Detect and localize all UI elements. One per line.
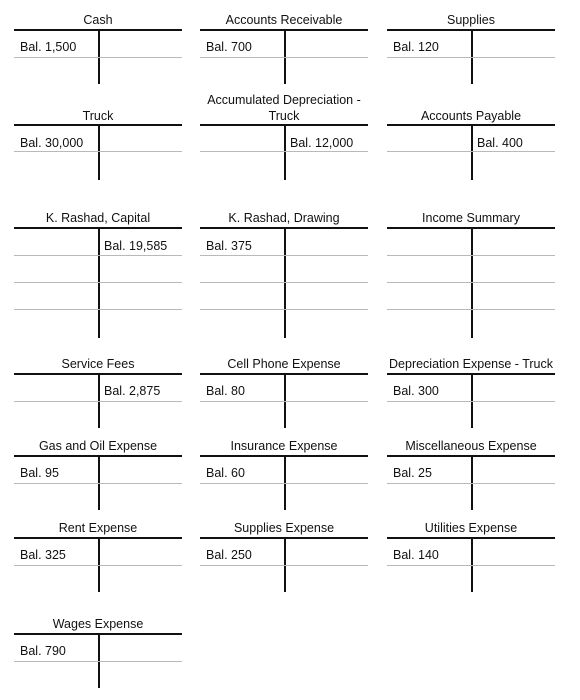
t-account-cash: [14, 12, 182, 84]
account-title: Insurance Expense: [230, 439, 338, 453]
t-account-income-summary: [387, 210, 555, 338]
account-title: K. Rashad, Drawing: [228, 211, 340, 225]
debit-entry: Bal. 300: [393, 384, 439, 398]
credit-entry: Bal. 12,000: [290, 136, 354, 150]
account-row-rule: [200, 483, 368, 484]
account-row-rule: [387, 282, 555, 283]
t-account-truck: [14, 92, 182, 180]
account-row-rule: [14, 57, 182, 58]
t-account-rent-expense: [14, 520, 182, 592]
debit-entry: Bal. 790: [20, 644, 66, 658]
account-row-rule: [200, 151, 368, 152]
account-row-rule: [200, 309, 368, 310]
debit-entry: Bal. 120: [393, 40, 439, 54]
account-title: K. Rashad, Capital: [45, 211, 151, 225]
account-center-rule: [284, 228, 286, 338]
debit-entry: Bal. 140: [393, 548, 439, 562]
account-title: Supplies Expense: [233, 521, 335, 535]
t-account-insurance-expense: [200, 438, 368, 510]
debit-entry: Bal. 700: [206, 40, 252, 54]
account-title: Depreciation Expense - Truck: [389, 357, 553, 371]
t-account-supplies: [387, 12, 555, 84]
account-center-rule: [284, 125, 286, 180]
debit-entry: Bal. 325: [20, 548, 66, 562]
account-center-rule: [471, 125, 473, 180]
account-row-rule: [14, 255, 182, 256]
account-row-rule: [387, 309, 555, 310]
account-title: Cell Phone Expense: [227, 357, 341, 371]
account-title: Gas and Oil Expense: [38, 439, 158, 453]
account-title: Wages Expense: [52, 617, 144, 631]
account-row-rule: [14, 401, 182, 402]
account-row-rule: [14, 565, 182, 566]
t-account-accumulated-depreciation-truck: [200, 92, 368, 180]
account-title: Miscellaneous Expense: [405, 439, 537, 453]
account-row-rule: [387, 565, 555, 566]
account-center-rule: [98, 228, 100, 338]
t-account-miscellaneous-expense: [387, 438, 555, 510]
account-title: Cash: [83, 13, 113, 27]
account-title: Utilities Expense: [424, 521, 518, 535]
account-row-rule: [387, 151, 555, 152]
t-account-depreciation-expense-truck: [387, 356, 555, 428]
debit-entry: Bal. 95: [20, 466, 59, 480]
debit-entry: Bal. 30,000: [20, 136, 84, 150]
account-row-rule: [387, 57, 555, 58]
account-row-rule: [14, 309, 182, 310]
debit-entry: Bal. 25: [393, 466, 432, 480]
account-row-rule: [14, 661, 182, 662]
account-row-rule: [387, 483, 555, 484]
account-row-rule: [387, 255, 555, 256]
t-account-cell-phone-expense: [200, 356, 368, 428]
account-center-rule: [98, 125, 100, 180]
account-title: Income Summary: [422, 211, 520, 225]
t-account-gas-and-oil-expense: [14, 438, 182, 510]
t-account-supplies-expense: [200, 520, 368, 592]
account-title: Supplies: [447, 13, 495, 27]
account-row-rule: [14, 282, 182, 283]
account-row-rule: [200, 57, 368, 58]
debit-entry: Bal. 250: [206, 548, 252, 562]
account-center-rule: [471, 228, 473, 338]
credit-entry: Bal. 2,875: [104, 384, 161, 398]
credit-entry: Bal. 19,585: [104, 239, 168, 253]
account-row-rule: [200, 282, 368, 283]
account-row-rule: [200, 401, 368, 402]
debit-entry: Bal. 375: [206, 239, 252, 253]
account-title: Accounts Payable: [420, 109, 522, 123]
account-row-rule: [387, 401, 555, 402]
t-account-service-fees: [14, 356, 182, 428]
account-title: Service Fees: [61, 357, 135, 371]
debit-entry: Bal. 1,500: [20, 40, 77, 54]
account-row-rule: [14, 151, 182, 152]
t-account-accounts-payable: [387, 92, 555, 180]
t-account-wages-expense: [14, 616, 182, 688]
account-row-rule: [14, 483, 182, 484]
t-account-accounts-receivable: [200, 12, 368, 84]
t-account-k-rashad-capital: [14, 210, 182, 338]
account-title-line-1: Accumulated Depreciation -: [207, 93, 361, 107]
t-account-utilities-expense: [387, 520, 555, 592]
account-title: Rent Expense: [58, 521, 138, 535]
account-title-line-2: Truck: [268, 109, 300, 123]
account-title: Accounts Receivable: [225, 13, 343, 27]
debit-entry: Bal. 60: [206, 466, 245, 480]
account-row-rule: [200, 255, 368, 256]
t-account-k-rashad-drawing: [200, 210, 368, 338]
account-title: Truck: [82, 109, 114, 123]
credit-entry: Bal. 400: [477, 136, 523, 150]
debit-entry: Bal. 80: [206, 384, 245, 398]
account-row-rule: [200, 565, 368, 566]
